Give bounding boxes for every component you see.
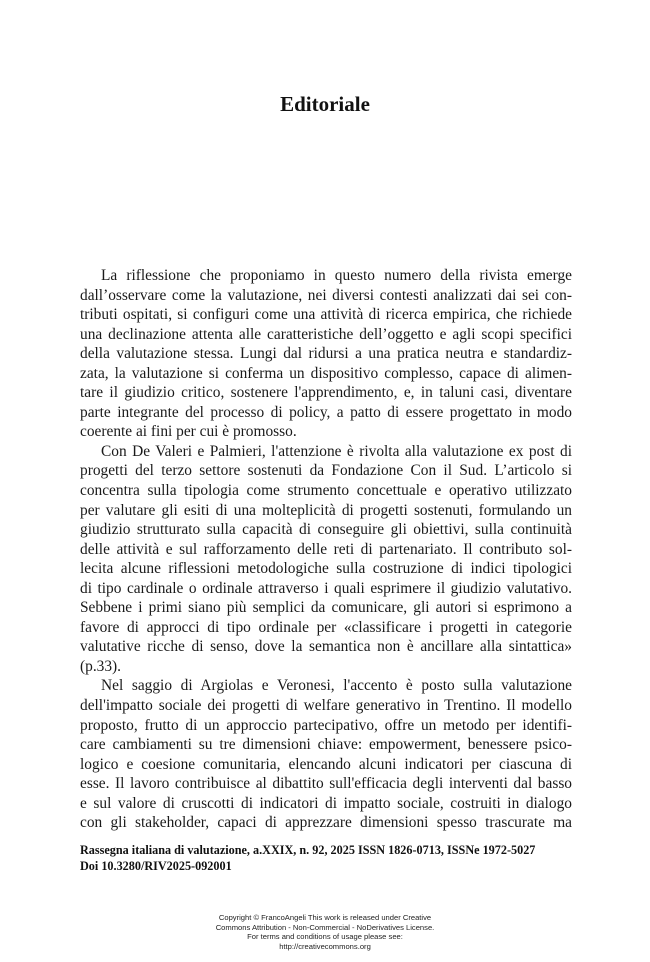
- text-line: con gli stakeholder, capaci di apprezzare dimensioni spesso trascurate ma: [80, 814, 572, 832]
- text-line: delle attività e sul rafforzamento delle reti di partenariato. Il contributo sol-: [80, 540, 572, 558]
- license-line: For terms and conditions of usage please see:: [247, 932, 403, 942]
- paragraph-2: [80, 442, 572, 677]
- paragraph-1: [80, 266, 572, 442]
- text-line: care cambiamenti su tre dimensioni chiave: empowerment, benessere psico-: [80, 736, 572, 754]
- article-body: [80, 266, 572, 833]
- license-line: Copyright © FrancoAngeli This work is released under Creative: [218, 913, 432, 922]
- text-line: dall’osservare come la valutazione, nei diversi contesti analizzati dai sei con-: [80, 286, 572, 304]
- text-line: tributi ospitati, si configuri come una attività di ricerca empirica, che richiede: [80, 306, 572, 324]
- text-line: della valutazione stessa. Lungi dal ridursi a una pratica neutra e standardiz-: [80, 345, 572, 363]
- text-line: progetti del terzo settore sostenuti da Fondazione Con il Sud. L’articolo si: [80, 462, 572, 480]
- journal-citation: [80, 842, 572, 874]
- text-line: zata, la valutazione si conferma un dispositivo complesso, capace di alimen-: [80, 364, 572, 382]
- text-line: dell'impatto sociale dei progetti di welfare generativo in Trentino. Il modello: [80, 697, 572, 715]
- text-line: valutative ricche di senso, dove la semantica non è ancillare alla sintattica»: [80, 638, 572, 656]
- text-line: parte integrante del processo di policy, a patto di essere progettato in modo: [80, 403, 572, 421]
- text-line: logico e coesione comunitaria, elencando alcuni indicatori per ciascuna di: [80, 755, 572, 773]
- text-line: di tipo cardinale o ordinale attraverso i quali esprimere il giudizio valutativo.: [80, 579, 572, 597]
- text-line: Sebbene i primi siano più semplici da comunicare, gli autori si esprimono a: [80, 599, 572, 617]
- text-line: La riflessione che proponiamo in questo numero della rivista emerge: [101, 267, 572, 284]
- paragraph-3: [80, 676, 572, 832]
- text-line: proposto, frutto di un approccio partecipativo, offre un metodo per identifi-: [80, 716, 572, 734]
- text-line: tare il giudizio critico, sostenere l'apprendimento, e, in taluni casi, diventare: [80, 384, 572, 402]
- text-line: coerente ai fini per cui è promosso.: [80, 423, 297, 441]
- license-url: http://creativecommons.org: [279, 941, 371, 951]
- license-notice: [0, 913, 650, 951]
- text-line: (p.33).: [80, 657, 122, 675]
- citation-doi: Doi 10.3280/RIV2025-092001: [80, 859, 232, 873]
- text-line: una declinazione attenta alle caratteristiche dell’oggetto e agli scopi specifici: [80, 325, 572, 343]
- text-line: per valutare gli esiti di una molteplicità di progetti sostenuti, formulando un: [80, 501, 572, 519]
- text-line: lecita alcune riflessioni metodologiche sulla costruzione di indici tipologici: [80, 560, 572, 578]
- text-line: giudizio strutturato sulla capacità di conseguire gli obiettivi, sulla continuità: [80, 521, 572, 539]
- text-line: e sul valore di cruscotti di indicatori di impatto sociale, costruiti in dialogo: [80, 794, 572, 812]
- page-title: Editoriale: [280, 92, 370, 116]
- text-line: favore di approcci di tipo ordinale per «classificare i progetti in categorie: [80, 618, 572, 636]
- text-line: Nel saggio di Argiolas e Veronesi, l'accento è posto sulla valutazione: [101, 677, 572, 695]
- citation-issn: Rassegna italiana di valutazione, a.XXIX, n. 92, 2025 ISSN 1826-0713, ISSNe 1972-5027: [80, 843, 536, 857]
- text-line: esse. Il lavoro contribuisce al dibattito sull'efficacia degli interventi dal basso: [80, 775, 572, 793]
- text-line: Con De Valeri e Palmieri, l'attenzione è rivolta alla valutazione ex post di: [101, 442, 572, 460]
- text-line: concentra sulla tipologia come strumento concettuale e operativo utilizzato: [80, 482, 572, 500]
- license-line: Commons Attribution - Non-Commercial - NoDerivatives License.: [215, 922, 435, 932]
